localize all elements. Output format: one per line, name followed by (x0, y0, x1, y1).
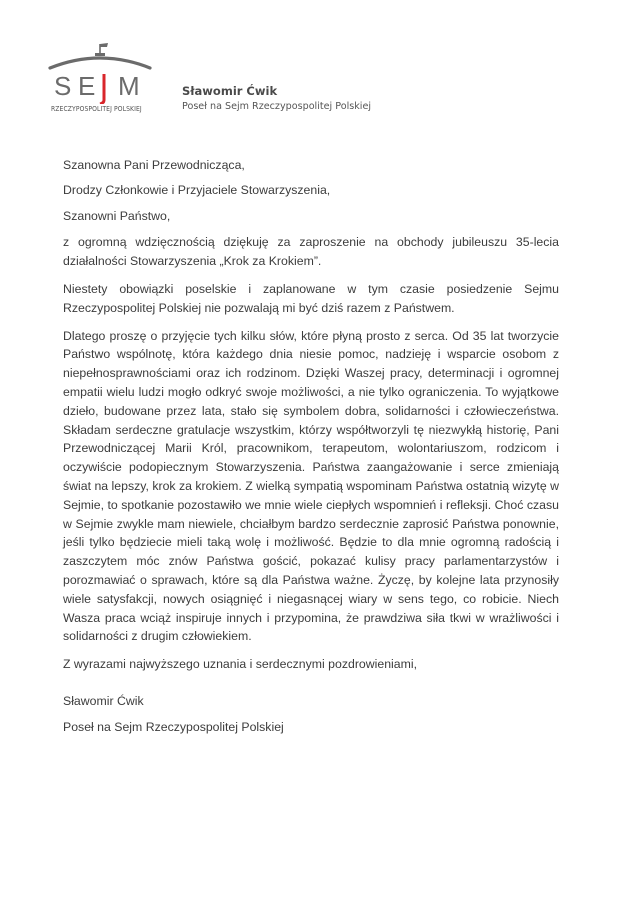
closing-line: Z wyrazami najwyższego uznania i serdecznymi pozdrowieniami, (63, 657, 418, 672)
svg-text:E: E (78, 71, 96, 101)
svg-text:S: S (54, 71, 72, 101)
svg-text:M: M (118, 71, 140, 101)
letterhead-sender-role: Poseł na Sejm Rzeczypospolitej Polskiej (182, 101, 372, 112)
signature-name: Sławomir Ćwik (63, 694, 144, 708)
paragraph-apology: Niestety obowiązki poselskie i zaplanowane w tym czasie posiedzenie Sejmu Rzeczypospolitej Polskiej nie pozwalają mi być dziś razem z Państwem. (63, 281, 559, 315)
paragraph-thanks: z ogromną wdzięcznością dziękuję za zaproszenie na obchody jubileuszu 35-lecia działalności Stowarzyszenia „Krok za Krokiem”. (63, 235, 559, 269)
signature-role: Poseł na Sejm Rzeczypospolitej Polskiej (63, 720, 284, 734)
sejm-dome-icon (44, 38, 156, 104)
letter-body (63, 156, 559, 674)
sejm-logo (44, 38, 156, 118)
logo-caption: RZECZYPOSPOLITEJ POLSKIEJ (51, 105, 142, 113)
paragraph-main: Dlatego proszę o przyjęcie tych kilku słów, które płyną prosto z serca. Od 35 lat tworzycie Państwo wspólnotę, która każdego dnia niesie pomoc, nadzieję i wsparcie osobom z niepełnosprawnościami oraz ich rodzinom. Dzięki Waszej pracy, determinacji i ogromnej empatii wielu ludzi mogło odkryć swoje możliwości, a nie tylko ograniczenia. To wyjątkowe dzieło, budowane przez lata, stało się symbolem dobra, solidarności i człowieczeństwa. Składam serdeczne gratulacje wszystkim, którzy współtworzyli tę niezwykłą historię, Pani Przewodniczącej Marii Król, pracownikom, terapeutom, wolontariuszom, rodzicom i oczywiście podopiecznym Stowarzyszenia. Państwa zaangażowanie i serce zmieniają świat na lepszy, krok za krokiem. Z wielką sympatią wspominam Państwa ostatnią wizytę w Sejmie, to spotkanie pozostawiło we mnie wiele ciepłych wspomnień i refleksji. Choć czasu w Sejmie zwykle mam niewiele, chciałbym bardzo serdecznie zaprosić Państwa ponownie, jeśli tylko będziecie mieli taką wolę i możliwość. Będzie to dla mnie ogromną radością i zaszczytem móc znów Państwa gościć, pokazać kulisy pracy parlamentarzystów i porozmawiać o sprawach, które są dla Państwa ważne. Życzę, by kolejne lata przynosiły wiele satysfakcji, nowych osiągnięć i niegasnącej wiary w sens tego, co robicie. Niech Wasza praca wciąż inspiruje innych i przypomina, że prawdziwa siła tkwi w wrażliwości i solidarności z drugim człowiekiem. (63, 328, 559, 644)
salutation-chairwoman: Szanowna Pani Przewodnicząca, (63, 158, 245, 172)
salutation-members: Drodzy Członkowie i Przyjaciele Stowarzyszenia, (63, 183, 331, 198)
letterhead-sender-name: Sławomir Ćwik (182, 84, 278, 98)
salutation-general: Szanowni Państwo, (63, 208, 171, 223)
